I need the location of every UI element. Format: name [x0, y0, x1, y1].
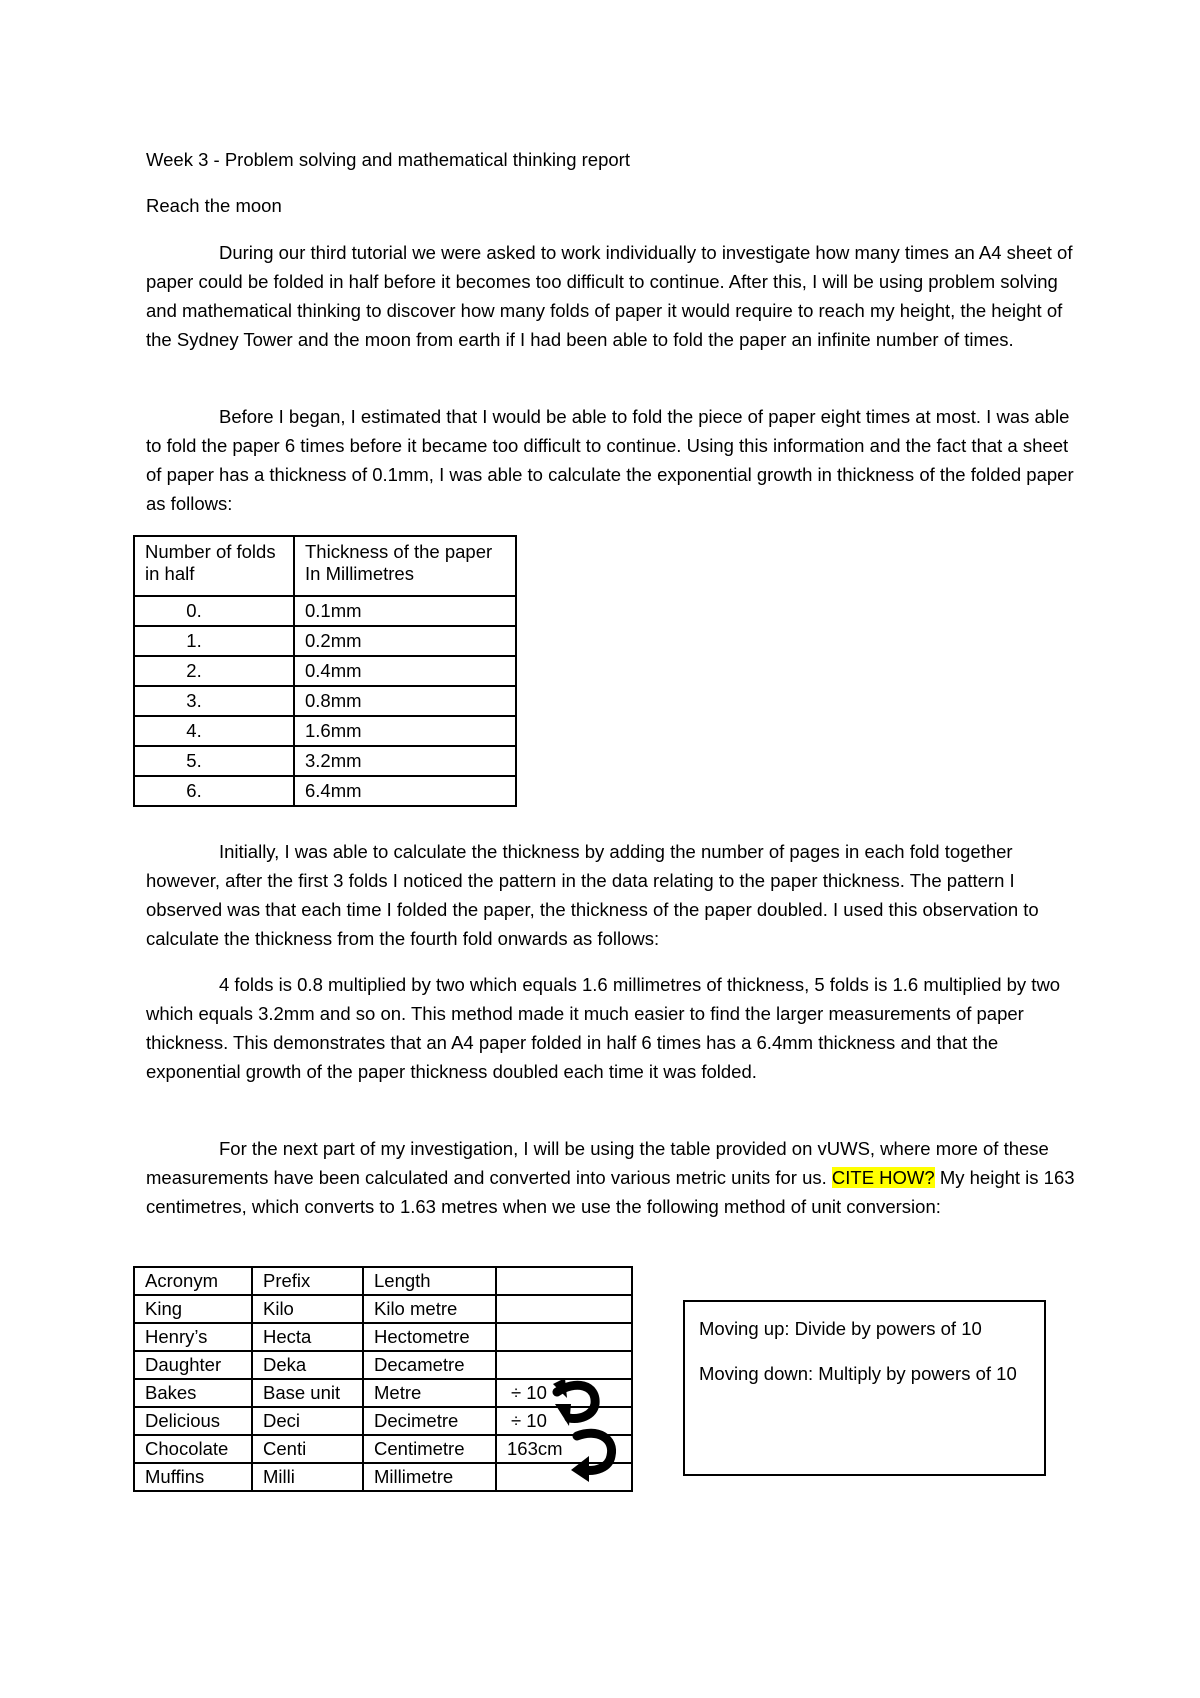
paragraph-intro: [146, 238, 1076, 354]
fold-count: 6.: [134, 776, 294, 806]
fold-count: 3.: [134, 686, 294, 716]
fold-count: 2.: [134, 656, 294, 686]
fold-thickness: 0.8mm: [294, 686, 516, 716]
table-row: [134, 1323, 632, 1351]
conversion-cell: [496, 1323, 632, 1351]
length-cell: Kilo metre: [363, 1295, 496, 1323]
paragraph-method: [146, 970, 1076, 1086]
conversion-cell: [496, 1351, 632, 1379]
prefix-cell: Kilo: [252, 1295, 363, 1323]
acronym-cell: Bakes: [134, 1379, 252, 1407]
conversion-cell: [496, 1295, 632, 1323]
acronym-cell: Henry’s: [134, 1323, 252, 1351]
length-cell: Hectometre: [363, 1323, 496, 1351]
paragraph-pattern: [146, 837, 1076, 953]
fold-thickness: 0.2mm: [294, 626, 516, 656]
citation-highlight: CITE HOW?: [831, 1167, 935, 1188]
fold-thickness: 3.2mm: [294, 746, 516, 776]
fold-thickness: 1.6mm: [294, 716, 516, 746]
prefix-cell: Centi: [252, 1435, 363, 1463]
conversion-cell: ÷ 10: [496, 1379, 632, 1407]
acronym-cell: Daughter: [134, 1351, 252, 1379]
length-cell: Centimetre: [363, 1435, 496, 1463]
table-row: [134, 746, 516, 776]
acronym-cell: Acronym: [134, 1267, 252, 1295]
curved-arrow-icon: [553, 1378, 595, 1426]
paragraph-estimate-text: Before I began, I estimated that I would be able to fold the piece of paper eight times at most. I was able to fold the paper 6 times before it became too difficult to continue. Using this information and the fact that a sheet of paper has a thickness of 0.1mm, I was able to calculate the exponential growth in thickness of the folded paper as follows:: [146, 406, 1074, 514]
paragraph-method-text: 4 folds is 0.8 multiplied by two which equals 1.6 millimetres of thickness, 5 folds is 1.6 multiplied by two which equals 3.2mm and so on. This method made it much easier to find the larger measurements of paper thickness. This demonstrates that an A4 paper folded in half 6 times has a 6.4mm thickness and that the exponential growth of the paper thickness doubled each time it was folded.: [146, 974, 1061, 1082]
note-moving-down: Moving down: Multiply by powers of 10: [699, 1363, 1017, 1384]
acronym-cell: Muffins: [134, 1463, 252, 1491]
table-row: [134, 626, 516, 656]
table-row: [134, 776, 516, 806]
table-row: [134, 1351, 632, 1379]
length-cell: Decimetre: [363, 1407, 496, 1435]
fold-count: 1.: [134, 626, 294, 656]
table-header-row: [134, 536, 516, 596]
table-row: [134, 1295, 632, 1323]
document-title: Week 3 - Problem solving and mathematical thinking report: [146, 149, 630, 170]
length-cell: Length: [363, 1267, 496, 1295]
paragraph-intro-text: During our third tutorial we were asked to work individually to investigate how many times an A4 sheet of paper could be folded in half before it becomes too difficult to continue. After this, I will be using problem solving and mathematical thinking to discover how many folds of paper it would require to reach my height, the height of the Sydney Tower and the moon from earth if I had been able to fold the paper an infinite number of times.: [146, 242, 1073, 350]
table-row: [134, 716, 516, 746]
conversion-cell: 163cm: [496, 1435, 632, 1463]
curved-arrow-icon: [571, 1433, 612, 1482]
conversion-arrows: [549, 1376, 621, 1486]
table-row: [134, 686, 516, 716]
paragraph-estimate: [146, 402, 1076, 518]
fold-count: 4.: [134, 716, 294, 746]
prefix-cell: Hecta: [252, 1323, 363, 1351]
length-cell: Decametre: [363, 1351, 496, 1379]
prefix-cell: Deci: [252, 1407, 363, 1435]
fold-count: 5.: [134, 746, 294, 776]
conversion-cell: [496, 1267, 632, 1295]
fold-count: 0.: [134, 596, 294, 626]
table-row: [134, 1267, 632, 1295]
document-subtitle: Reach the moon: [146, 195, 282, 216]
prefix-cell: Prefix: [252, 1267, 363, 1295]
fold-thickness: 0.1mm: [294, 596, 516, 626]
prefix-cell: Milli: [252, 1463, 363, 1491]
acronym-cell: Delicious: [134, 1407, 252, 1435]
fold-thickness: 0.4mm: [294, 656, 516, 686]
length-cell: Metre: [363, 1379, 496, 1407]
conversion-cell: ÷ 10: [496, 1407, 632, 1435]
paragraph-conversion-text: For the next part of my investigation, I will be using the table provided on vUWS, where more of these measurements have been calculated and converted into various metric units for us.: [146, 1138, 1049, 1188]
table-row: [134, 596, 516, 626]
header-folds: Number of folds in half: [134, 536, 294, 596]
table-row: [134, 656, 516, 686]
prefix-cell: Deka: [252, 1351, 363, 1379]
prefix-cell: Base unit: [252, 1379, 363, 1407]
fold-thickness-table: [133, 535, 517, 807]
acronym-cell: King: [134, 1295, 252, 1323]
acronym-cell: Chocolate: [134, 1435, 252, 1463]
note-moving-up: Moving up: Divide by powers of 10: [699, 1318, 982, 1339]
header-thickness: Thickness of the paper In Millimetres: [294, 536, 516, 596]
paragraph-conversion: [146, 1134, 1076, 1221]
paragraph-conversion-end: My height is 163 centimetres, which converts to 1.63 metres when we use the following method of unit conversion:: [146, 1167, 1075, 1217]
conversion-note-box: [683, 1300, 1046, 1476]
fold-thickness: 6.4mm: [294, 776, 516, 806]
paragraph-pattern-text: Initially, I was able to calculate the thickness by adding the number of pages in each fold together however, after the first 3 folds I noticed the pattern in the data relating to the paper thickness. The pattern I observed was that each time I folded the paper, the thickness of the paper doubled. I used this observation to calculate the thickness from the fourth fold onwards as follows:: [146, 841, 1039, 949]
length-cell: Millimetre: [363, 1463, 496, 1491]
